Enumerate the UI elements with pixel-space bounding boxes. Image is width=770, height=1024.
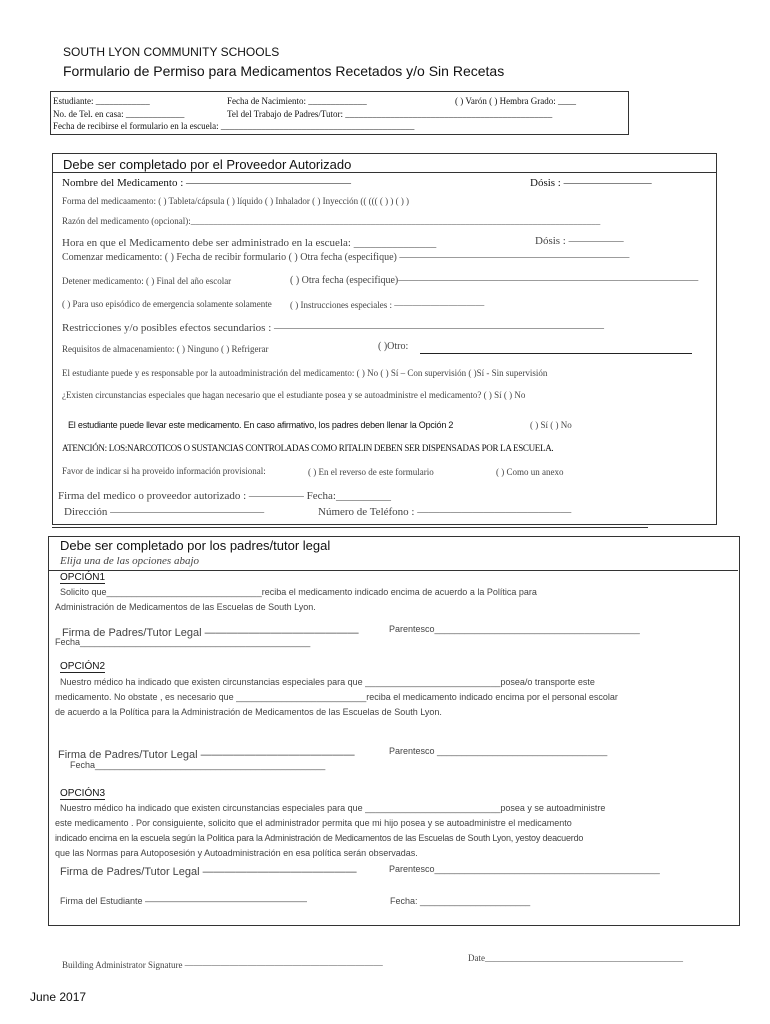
form-received-date-field[interactable]: Fecha de recibirse el formulario en la escuela: ___________________________________________ <box>53 121 415 131</box>
dose-field-1[interactable]: Dósis : ———————— <box>530 177 652 189</box>
option2-date-field[interactable]: Fecha______________________________________________ <box>70 760 326 770</box>
medication-name-field[interactable]: Nombre del Medicamento : ——————————————— <box>62 177 352 189</box>
special-instructions-field[interactable]: ( ) Instrucciones especiales : —————————— <box>290 300 485 310</box>
birth-date-field[interactable]: Fecha de Nacimiento: _____________ <box>227 96 367 106</box>
student-info-box <box>50 91 629 135</box>
option3-line2: este medicamento . Por consiguiente, solicito que el administrador permita que mi hijo posea y se autoadministre el medicamento <box>55 818 572 828</box>
option3-signature-field[interactable]: Firma de Padres/Tutor Legal —————————————— <box>60 866 357 878</box>
stop-medication-other-date[interactable]: ( ) Otra fecha (especifique)—————————————————————————————— <box>290 275 699 286</box>
storage-other-label: ( )Otro: <box>378 341 409 352</box>
option2-relationship-field[interactable]: Parentesco __________________________________ <box>389 746 608 756</box>
student-name-field[interactable]: Estudiante: ____________ <box>53 96 150 106</box>
option3-line1[interactable]: Nuestro médico ha indicado que existen circunstancias especiales para que ___________________________posea y se autoadministre <box>60 803 606 813</box>
storage-other-line[interactable] <box>420 353 692 354</box>
provider-bottom-rule <box>52 527 648 528</box>
option1-relationship-field[interactable]: Parentesco_________________________________________ <box>389 624 640 634</box>
provider-phone-field[interactable]: Número de Teléfono : —————————————— <box>318 506 572 518</box>
provider-heading: Debe ser completado por el Proveedor Autorizado <box>63 157 352 172</box>
student-signature-field[interactable]: Firma del Estudiante —————————————————— <box>60 896 308 906</box>
provisional-info-reverse-option[interactable]: ( ) En el reverso de este formulario <box>308 467 434 477</box>
restrictions-side-effects-field[interactable]: Restricciones y/o posibles efectos secundarios : —————————————————————————————— <box>62 322 605 334</box>
dose-field-2[interactable]: Dósis : ————— <box>535 235 624 247</box>
carry-medication-statement: El estudiante puede llevar este medicamento. En caso afirmativo, los padres deben llenar la Opción 2 <box>68 420 454 430</box>
option2-signature-field[interactable]: Firma de Padres/Tutor Legal —————————————— <box>58 749 355 761</box>
provider-signature-field[interactable]: Firma del medico o proveedor autorizado : ————— Fecha:__________ <box>58 490 391 502</box>
provider-address-field[interactable]: Dirección —————————————— <box>64 506 265 518</box>
carry-medication-options[interactable]: ( ) Sí ( ) No <box>530 420 572 430</box>
provisional-info-question: Favor de indicar si ha proveido información provisional: <box>62 466 266 476</box>
option2-line2[interactable]: medicamento. No obstate , es necesario que __________________________reciba el medicamento indicado encima por el personal escolar <box>55 692 618 702</box>
gender-grade-field[interactable]: ( ) Varón ( ) Hembra Grado: ____ <box>455 96 577 106</box>
self-administration-options[interactable]: El estudiante puede y es responsable por la autoadministración del medicamento: ( ) No ( ) Sí – Con supervisión ( )Sí - Sin supervisión <box>62 368 548 378</box>
school-name: SOUTH LYON COMMUNITY SCHOOLS <box>63 45 280 59</box>
medication-reason-field[interactable]: Razón del medicamento (opcional):___________________________________________________________________________________________ <box>62 216 601 226</box>
medication-form-options[interactable]: Forma del medicaamento: ( ) Tableta/cápsula ( ) líquido ( ) Inhalador ( ) Inyección (( ((( ( ) ) ( ) ) <box>62 196 410 206</box>
option1-line2: Administración de Medicamentos de las Escuelas de South Lyon. <box>55 602 316 612</box>
form-version-date: June 2017 <box>30 990 87 1004</box>
option1-date-field[interactable]: Fecha______________________________________________ <box>55 637 311 647</box>
home-phone-field[interactable]: No. de Tel. en casa: _____________ <box>53 109 185 119</box>
narcotics-notice: ATENCIÓN: LOS:NARCOTICOS O SUSTANCIAS CONTROLADAS COMO RITALIN DEBEN SER DISPENSADAS POR LA ESCUELA. <box>62 443 554 453</box>
option2-line1[interactable]: Nuestro médico ha indicado que existen circunstancias especiales para que ___________________________posea/o transporte este <box>60 677 595 687</box>
administrator-signature-field[interactable]: Building Administrator Signature —————————————————————— <box>62 960 383 970</box>
option3-title: OPCIÓN3 <box>60 788 106 799</box>
administrator-date-field[interactable]: Date____________________________________________ <box>468 953 683 963</box>
stop-medication-end-of-year[interactable]: Detener medicamento: ( ) Final del año escolar <box>62 276 232 286</box>
option3-line4: que las Normas para Autoposesión y Autoadministración en esa política serán observadas. <box>55 848 418 858</box>
work-phone-field[interactable]: Tel del Trabajo de Padres/Tutor: ______________________________________________ <box>227 109 553 119</box>
administration-time-field[interactable]: Hora en que el Medicamento debe ser administrado en la escuela: _______________ <box>62 237 437 249</box>
form-title: Formulario de Permiso para Medicamentos Recetados y/o Sin Recetas <box>63 63 505 79</box>
provider-heading-divider <box>52 172 716 173</box>
option1-line1[interactable]: Solicito que_______________________________reciba el medicamento indicado encima de acuerdo a la Política para <box>60 587 537 597</box>
emergency-use-option[interactable]: ( ) Para uso episódico de emergencia solamente solamente <box>62 299 272 309</box>
storage-requirements-options[interactable]: Requisitos de almacenamiento: ( ) Ninguno ( ) Refrigerar <box>62 344 269 354</box>
option2-title: OPCIÓN2 <box>60 661 106 672</box>
student-date-field[interactable]: Fecha: ______________________ <box>390 896 531 906</box>
parent-subheading: Elija una de las opciones abajo <box>60 555 200 567</box>
option2-line3: de acuerdo a la Política para la Administración de Medicamentos de las Escuelas de South Lyon. <box>55 707 442 717</box>
parent-heading-divider <box>48 570 738 571</box>
special-circumstances-question[interactable]: ¿Existen circunstancias especiales que hagan necesario que el estudiante posea y se autoadministre el medicamento? ( ) Sí ( ) No <box>62 390 526 400</box>
provisional-info-annex-option[interactable]: ( ) Como un anexo <box>496 467 564 477</box>
option3-line3: indicado encima en la escuela según la Politica para la Administración de Medicamentos de las Escuelas de South Lyon, yestoy deacuerdo <box>55 833 584 843</box>
option1-title: OPCIÓN1 <box>60 572 106 583</box>
option3-relationship-field[interactable]: Parentesco_____________________________________________ <box>389 864 660 874</box>
start-medication-options[interactable]: Comenzar medicamento: ( ) Fecha de recibir formulario ( ) Otra fecha (especifique) ——————————————————————— <box>62 252 630 263</box>
parent-heading: Debe ser completado por los padres/tutor legal <box>60 538 331 553</box>
option1-signature-field[interactable]: Firma de Padres/Tutor Legal —————————————— <box>62 627 359 639</box>
